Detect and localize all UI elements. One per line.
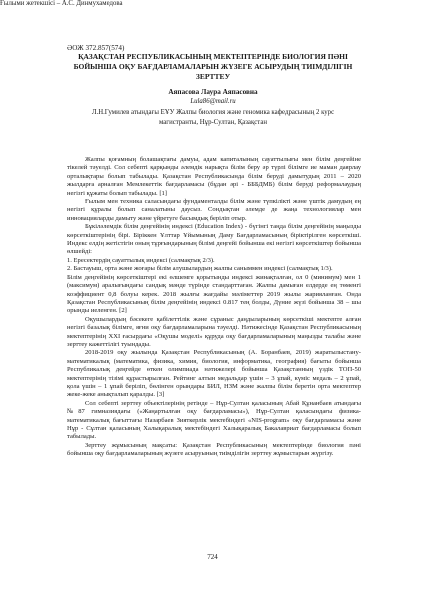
- body-text: [67, 156, 361, 459]
- author-email: Lula86@mail.ru: [190, 98, 236, 105]
- paper-title: ҚАЗАҚСТАН РЕСПУБЛИКАСЫНЫҢ МЕКТЕПТЕРІНДЕ БИОЛОГИЯ ПӘНІ БОЙЫНША ОҚУ БАҒДАРЛАМАЛАРЫН ЖҮЗЕГЕ АСЫРУДЫҢ ТИІМДІЛІГІН ЗЕРТТЕУ: [73, 52, 353, 81]
- paragraph: Зерттеу жұмысының мақсаты: Қазақстан Республикасының мектептерінде биология пәні бойынша оқу бағдарламаларының жүзеге асыруының тиімділігін зерттеу жұмыстарын жүргізу.: [67, 441, 361, 458]
- supervisor: Ғылыми жетекшісі – А.С. Динмухамедова: [0, 0, 123, 7]
- author-affiliation: [67, 108, 359, 127]
- list-item: 2. Бастауыш, орта және жоғары білім алушылардың жалпы саныммен индексі (салмақтық 1/3).: [67, 265, 333, 273]
- paragraph: Білім деңгейінің көрсеткіштері екі өлшемге қорытынды индексі жинақталған, ол 0 (минимум) мен 1 (максимум) аралығындағы сандық мәнде түрінде стандарттаған. Жалпы дамыған елдерде ең төменгі коэффициент 0,8 болуы керек. 2018 жылғы жағдайы мәліметтер 2019 жылы жарияланған. Онда Қазақстан Республикасының білім деңгейінің индексі 0.817 тең болды, Дүние жүзі бойынша 38 – шы орынды иеленген. [2]: [67, 273, 361, 315]
- affiliation-line-1: Л.Н.Гумилев атындағы ЕҰУ Жалпы биология және геномика кафедрасының 2 курс: [91, 109, 335, 116]
- paragraph: Сол себепті зерттеу объектілерінің ретінде – Нұр-Султан қаласының Абай Құнанбаев атындағы №87 гимназиядағы («Жаңартылған оқу бағдарламасы»), Нұр-Султан қаласындағы физика-математикалық бағыттағы Назарбаев Зияткерлік мектебіндегі «NIS-program» оқу бағдарламасы және Нұр - Сұлтан қаласының Халықаралық мектебіндегі Халықаралық Бакалавриат бағдарламасы болып табылады.: [67, 399, 361, 441]
- paragraph: Бұкіләлемдік білім деңгейінің индексі (Education Index) - бүгінгі таңда білім деңгейінің маңызды көрсеткіштерінің бірі. Біріккен Ұлттар Ұйымының Даму Бағдарламасының біріктірілген көрсеткіші. Индекс елдің жетістігін оның тұрғындарының білімі деңгейі бойынша екі негізгі көрсеткіштер бойынша өлшейді:: [67, 223, 361, 256]
- paragraph: Оқушылардың бәсекеге қабілеттілік және сұраныс даңдыларының көрсеткіші мектепте алған негізгі базалық білімге, яғни оқу бағдарламаларына тәуелді. Нәтижесінде Қазақстан Республикасының мектептерінің XXI ғасырдағы «Оқушы моделі» құруда оқу бағдарламаларының маңызды талабы және зерттеу кажеттілігі туындады.: [67, 315, 361, 348]
- author-name: Аяпасова Лаура Аяпасовна: [168, 88, 258, 96]
- udk-code: ӘОЖ 372.857(574): [67, 44, 125, 52]
- affiliation-line-2: магистранты, Нұр-Султан, Қазақстан: [159, 118, 267, 126]
- page-number: 724: [207, 553, 218, 561]
- paragraph: Жалпы қоғамның болашақтағы дамуы, адам капиталының сауаттылығы мен білім деңгейіне тікелей тәуелді. Сол себепті қарқынды әлемдік нарықта білім беру әр түрлі білімге ие маман даярлау орталықтары болып табылады. Қазақстан Республикасында білім беруді дамытудың 2011 – 2020 жылдарға арналған Мемлекеттік бағдарламасы (бұдан әрі - БББДМБ) білім беруді реформалаудың негізгі құжаты болып табылады. [1]: [67, 156, 361, 197]
- paragraph: Ғылым мен техника саласындағы фундаменталды білім және түпкілікті және үштік дамудың ең негізгі құралы болып саналатыны даусыз. Сондықтан әлемде де жаңа технологиялар мен инновацияларды дамыту және үйретуге басымдық беріліп отыр.: [67, 198, 361, 222]
- paragraph: 2018-2019 оқу жылында Қазақстан Республикасының (А. Боранбаев, 2019) жаратылыстану-математикалық (математика, физика, химия, биология, информатика, география) бағыты бойынша Республикалық деңгейде өткен олимпиада нәтижелері бойынша Қазақстанның үздік ТОП-50 мектептерінің тізімі құрастырылған. Рейтинг алтын медальдар үшін – 3 ұпай, күміс медаль – 2 ұпай, қола үшін – 1 ұпай беріліп, бөлінген орындары БИЛ, НЗМ және жалпы білім беретін орта мектептер жеке-жеке анықталып қаралды. [3]: [67, 349, 361, 399]
- list-item: 1. Ересектердің сауаттылық индексі (салмақтық 2/3).: [67, 256, 215, 264]
